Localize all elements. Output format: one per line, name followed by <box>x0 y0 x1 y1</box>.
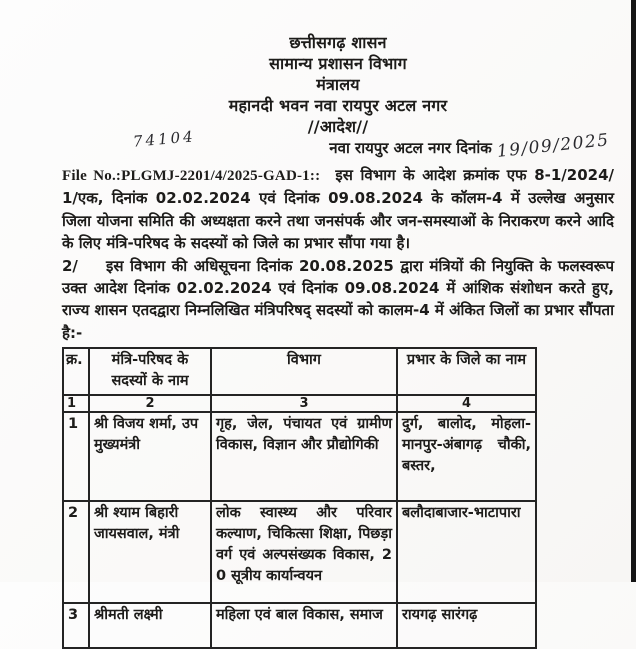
row-district: बलौदाबाजार-भाटापारा <box>397 501 536 603</box>
paragraph-1-text: इस विभाग के आदेश क्रमांक एफ 8-1/2024/ 1/एक, दिनांक 02.02.2024 एवं दिनांक 09.08.2024 के कॉलम-4 में उल्लेख अनुसार जिला योजना समिति की अध्यक्षता करने तथा जनसंपर्क और जन-समस्याओं के निराकरण करने आदि के लिए मंत्रि-परिषद के सदस्यों को जिले का प्रभार सौंपा गया है। <box>62 166 614 253</box>
table-column-number-row <box>63 395 536 412</box>
place-date-label: नवा रायपुर अटल नगर दिनांक <box>329 139 492 157</box>
header-order-title: //आदेश// <box>307 117 369 136</box>
handwritten-diary-number: 74104 <box>132 127 197 151</box>
header-ministry: मंत्रालय <box>316 75 360 94</box>
header-district: प्रभार के जिले का नाम <box>397 348 536 395</box>
file-number: File No.:PLGMJ-2201/4/2025-GAD-1:: <box>62 168 321 184</box>
document-page <box>62 0 614 649</box>
row-member-name: श्रीमती लक्ष्मी <box>89 603 211 648</box>
row-department: महिला एवं बाल विकास, समाज <box>211 603 397 648</box>
colnum-4: 4 <box>397 395 536 412</box>
order-paragraph-1 <box>62 164 614 255</box>
colnum-3: 3 <box>211 395 397 412</box>
header-serial: क्र. <box>63 348 89 395</box>
table-row <box>63 412 536 501</box>
document-header <box>62 32 614 137</box>
row-department: लोक स्वास्थ्य और परिवार कल्याण, चिकित्सा शिक्षा, पिछड़ा वर्ग एवं अल्पसंख्यक विकास, 2 0 सूत्रीय कार्यान्वयन <box>211 501 397 603</box>
scan-edge-shadow <box>631 0 636 582</box>
row-district: रायगढ़ सारंगढ़ <box>397 603 536 648</box>
header-member-name: मंत्रि-परिषद के सदस्यों के नाम <box>89 348 211 395</box>
row-serial: 1 <box>63 412 89 501</box>
table-header-row <box>63 348 536 395</box>
row-district: दुर्ग, बालोद, मोहला-मानपुर-अंबागढ़ चौकी, बस्तर, <box>397 412 536 501</box>
row-member-name: श्री श्याम बिहारी जायसवाल, मंत्री <box>89 501 211 603</box>
handwritten-date: 19/09/2025 <box>496 130 611 162</box>
paragraph-2-text: इस विभाग की अधिसूचना दिनांक 20.08.2025 द्वारा मंत्रियों की नियुक्ति के फलस्वरूप उक्त आदेश दिनांक 02.02.2024 एवं दिनांक 09.08.2024 में आंशिक संशोधन करते हुए, राज्य शासन एतदद्वारा निम्नलिखित मंत्रिपरिषद् सदस्यों को कालम-4 में अंकित जिलों का प्रभार सौंपता है:- <box>62 256 614 342</box>
colnum-2: 2 <box>89 395 211 412</box>
row-member-name: श्री विजय शर्मा, उप मुख्यमंत्री <box>89 412 211 501</box>
row-serial: 3 <box>63 603 89 648</box>
order-paragraph-2 <box>62 255 614 345</box>
row-department: गृह, जेल, पंचायत एवं ग्रामीण विकास, विज्ञान और प्रौद्योगिकी <box>211 412 397 501</box>
row-serial: 2 <box>63 501 89 603</box>
table-row-clipped <box>63 603 536 648</box>
header-department-name: सामान्य प्रशासन विभाग <box>269 54 407 73</box>
header-government-name: छत्तीसगढ़ शासन <box>289 33 387 52</box>
header-building-address: महानदी भवन नवा रायपुर अटल नगर <box>228 96 448 115</box>
paragraph-2-number: 2/ <box>62 256 78 275</box>
header-department: विभाग <box>211 348 397 395</box>
colnum-1: 1 <box>63 395 89 412</box>
table-row <box>63 501 536 603</box>
charge-assignment-table <box>62 347 537 649</box>
